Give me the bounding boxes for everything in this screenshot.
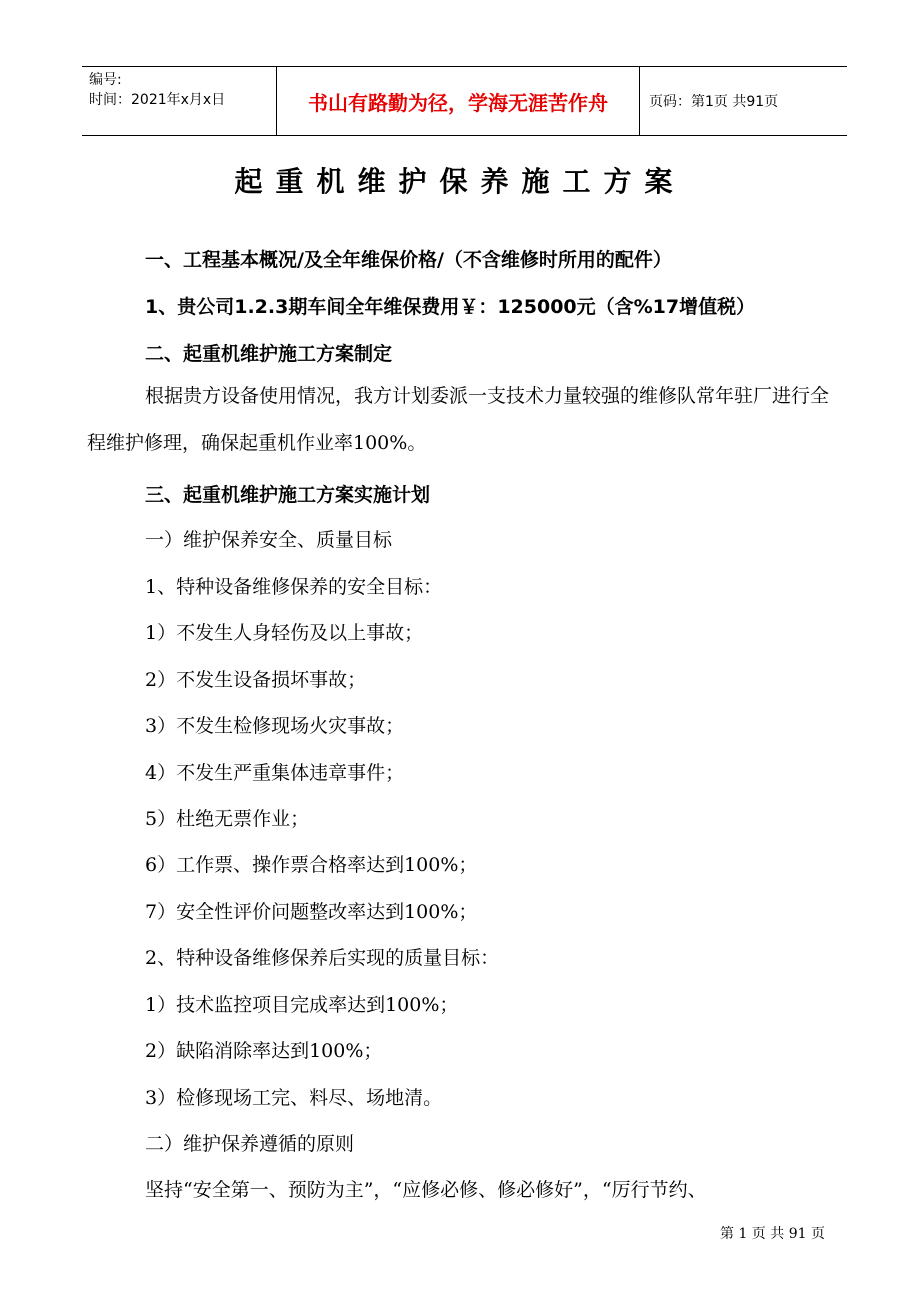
paragraph-principles: 坚持“安全第一、预防为主”，“应修必修、修必修好”，“厉行节约、	[145, 1179, 707, 1201]
header-page-info: 页码：第1页 共91页	[649, 94, 779, 110]
list-item: 3）不发生检修现场火灾事故；	[145, 715, 405, 737]
price-line: 1、贵公司1.2.3期车间全年维保费用￥：125000元（含%17增值税）	[145, 296, 756, 318]
header-meta	[82, 67, 277, 135]
section-heading-1: 一、工程基本概况/及全年维保价格/（不含维修时所用的配件）	[145, 249, 672, 271]
time-label: 时间：2021年x月x日	[89, 92, 226, 108]
list-item: 2）缺陷消除率达到100%；	[145, 1040, 383, 1062]
subsection-safety-quality: 一）维护保养安全、质量目标	[145, 529, 393, 551]
list-item: 7）安全性评价问题整改率达到100%；	[145, 901, 478, 923]
list-item: 3）检修现场工完、料尽、场地清。	[145, 1087, 443, 1109]
list-item: 2）不发生设备损坏事故；	[145, 669, 367, 691]
document-header	[82, 66, 847, 136]
section-heading-2: 二、起重机维护施工方案制定	[145, 343, 393, 365]
list-item: 1）技术监控项目完成率达到100%；	[145, 994, 459, 1016]
list-item: 6）工作票、操作票合格率达到100%；	[145, 854, 478, 876]
page-footer: 第 1 页 共 91 页	[720, 1226, 825, 1242]
paragraph-plan: 根据贵方设备使用情况，我方计划委派一支技术力量较强的维修队常年驻厂进行全程维护修理，确保起重机作业率100%。	[87, 385, 830, 454]
header-motto: 书山有路勤为径，学海无涯苦作舟	[277, 67, 640, 135]
section-heading-3: 三、起重机维护施工方案实施计划	[145, 484, 431, 506]
list-item: 4）不发生严重集体违章事件；	[145, 762, 405, 784]
list-item: 5）杜绝无票作业；	[145, 808, 310, 830]
number-label: 编号:	[89, 72, 122, 88]
safety-goals-heading: 1、特种设备维修保养的安全目标：	[145, 576, 443, 598]
subsection-principles: 二）维护保养遵循的原则	[145, 1133, 355, 1155]
document-title: 起重机维护保养施工方案	[234, 165, 686, 198]
quality-goals-heading: 2、特种设备维修保养后实现的质量目标：	[145, 947, 500, 969]
list-item: 1）不发生人身轻伤及以上事故；	[145, 622, 424, 644]
